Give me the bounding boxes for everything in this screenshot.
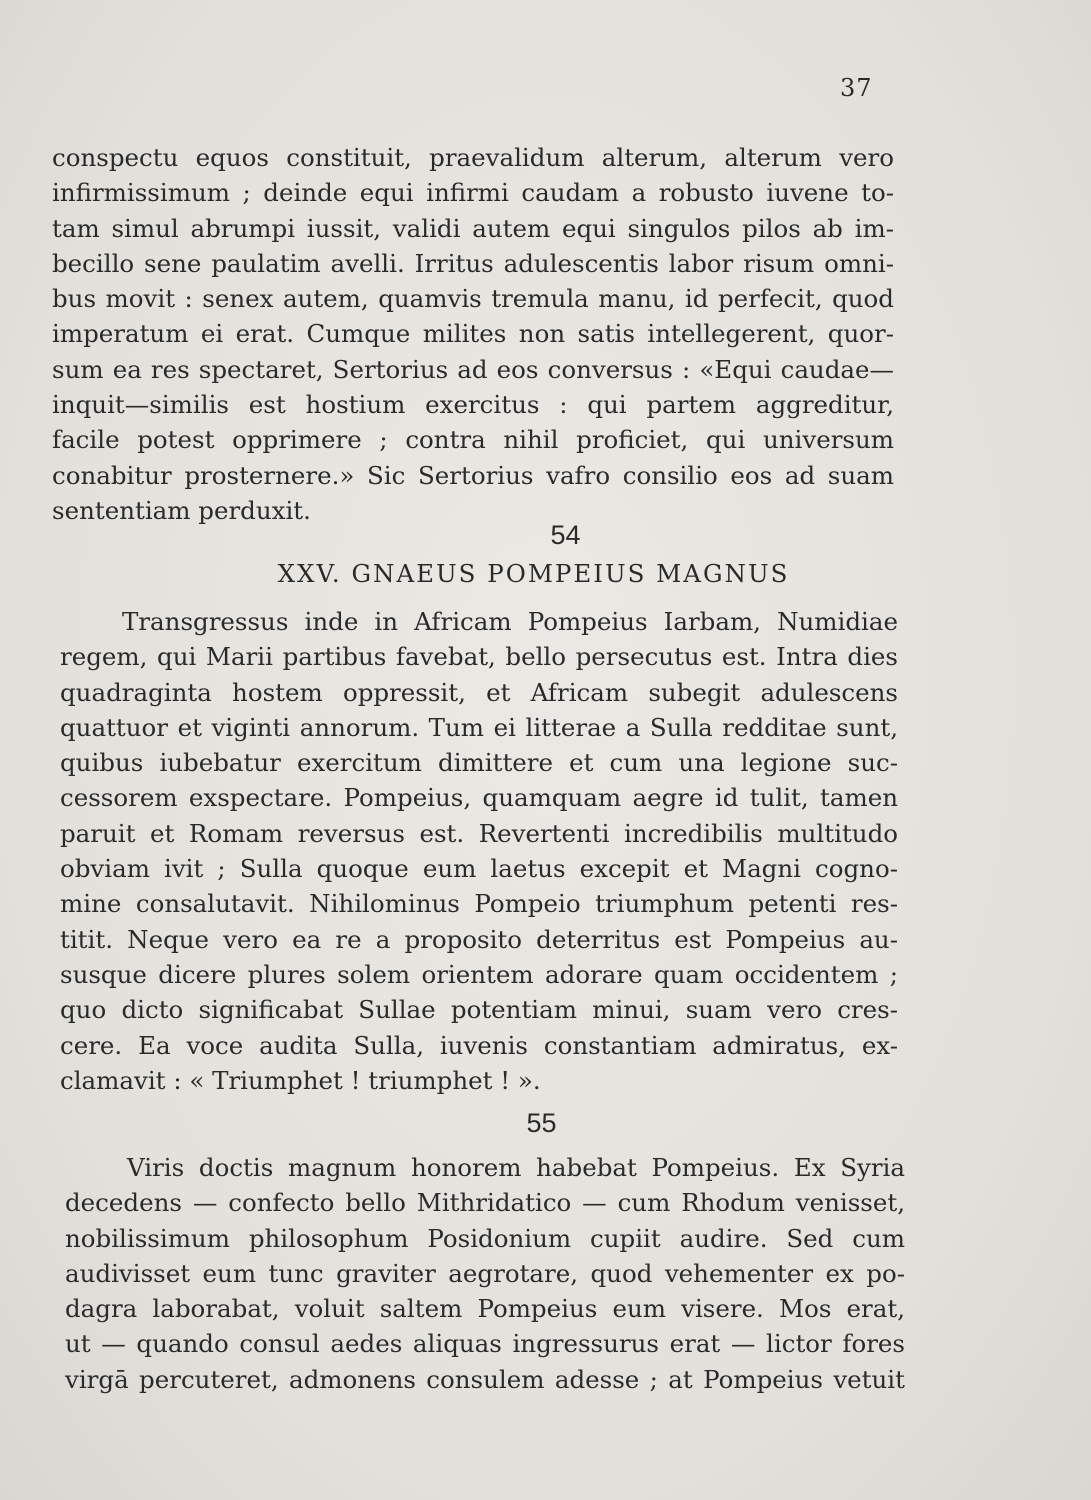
text-line: paruit et Romam reversus est. Revertenti incredibilis multitudo — [60, 818, 898, 848]
text-line: Viris doctis magnum honorem habebat Pompeius. Ex Syria — [127, 1153, 905, 1182]
text-line: clamavit : « Triumphet ! triumphet ! ». — [60, 1065, 541, 1095]
section-number-55: 55 — [526, 1108, 557, 1138]
text-line: becillo sene paulatim avelli. Irritus adulescentis labor risum omni- — [52, 248, 894, 278]
page-number: 37 — [840, 74, 873, 102]
text-line: infirmissimum ; deinde equi infirmi caudam a robusto iuvene to- — [52, 178, 894, 208]
text-line: quadraginta hostem oppressit, et Africam subegit adulescens — [60, 677, 898, 707]
text-line: decedens — confecto bello Mithridatico — cum Rhodum venisset, — [65, 1188, 905, 1218]
text-line: conspectu equos constituit, praevalidum alterum, alterum vero — [52, 143, 894, 172]
text-line: Transgressus inde in Africam Pompeius Iarbam, Numidiae — [122, 607, 898, 636]
text-line: tam simul abrumpi iussit, validi autem equi singulos pilos ab im- — [52, 213, 894, 243]
text-line: nobilissimum philosophum Posidonium cupiit audire. Sed cum — [65, 1223, 905, 1253]
section-55-paragraph — [65, 1150, 905, 1397]
text-line: facile potest opprimere ; contra nihil proficiet, qui universum — [52, 425, 894, 455]
text-line: ut — quando consul aedes aliquas ingressurus erat — lictor fores — [65, 1329, 905, 1359]
text-line: sententiam perduxit. — [52, 495, 311, 525]
text-line: cessorem exspectare. Pompeius, quamquam aegre id tulit, tamen — [60, 783, 898, 813]
text-line: obviam ivit ; Sulla quoque eum laetus excepit et Magni cogno- — [60, 854, 898, 884]
text-line: sum ea res spectaret, Sertorius ad eos conversus : «Equi caudae— — [52, 354, 894, 384]
text-line: mine consalutavit. Nihilominus Pompeio triumphum petenti res- — [60, 889, 898, 919]
text-line: virgā percuteret, admonens consulem adesse ; at Pompeius vetuit — [65, 1364, 905, 1394]
text-line: regem, qui Marii partibus favebat, bello persecutus est. Intra dies — [60, 642, 898, 672]
intro-paragraph — [52, 140, 894, 528]
text-line: bus movit : senex autem, quamvis tremula manu, id perfecit, quod — [52, 284, 894, 314]
text-line: quibus iubebatur exercitum dimittere et cum una legione suc- — [60, 748, 898, 778]
section-54-paragraph — [60, 604, 898, 1098]
text-line: imperatum ei erat. Cumque milites non satis intellegerent, quor- — [52, 319, 894, 349]
text-line: inquit—similis est hostium exercitus : qui partem aggreditur, — [52, 390, 894, 420]
text-line: quo dicto significabat Sullae potentiam minui, suam vero cres- — [60, 995, 898, 1025]
text-line: titit. Neque vero ea re a proposito deterritus est Pompeius au- — [60, 924, 898, 954]
text-line: audivisset eum tunc graviter aegrotare, quod vehementer ex po- — [65, 1258, 905, 1288]
text-line: conabitur prosternere.» Sic Sertorius vafro consilio eos ad suam — [52, 460, 894, 490]
text-line: dagra laborabat, voluit saltem Pompeius eum visere. Mos erat, — [65, 1294, 905, 1324]
section-number-54: 54 — [550, 520, 581, 550]
text-line: cere. Ea voce audita Sulla, iuvenis constantiam admiratus, ex- — [60, 1030, 898, 1060]
chapter-title: XXV. GNAEUS POMPEIUS MAGNUS — [277, 559, 790, 588]
text-line: quattuor et viginti annorum. Tum ei litterae a Sulla redditae sunt, — [60, 712, 898, 742]
text-line: susque dicere plures solem orientem adorare quam occidentem ; — [60, 959, 898, 989]
